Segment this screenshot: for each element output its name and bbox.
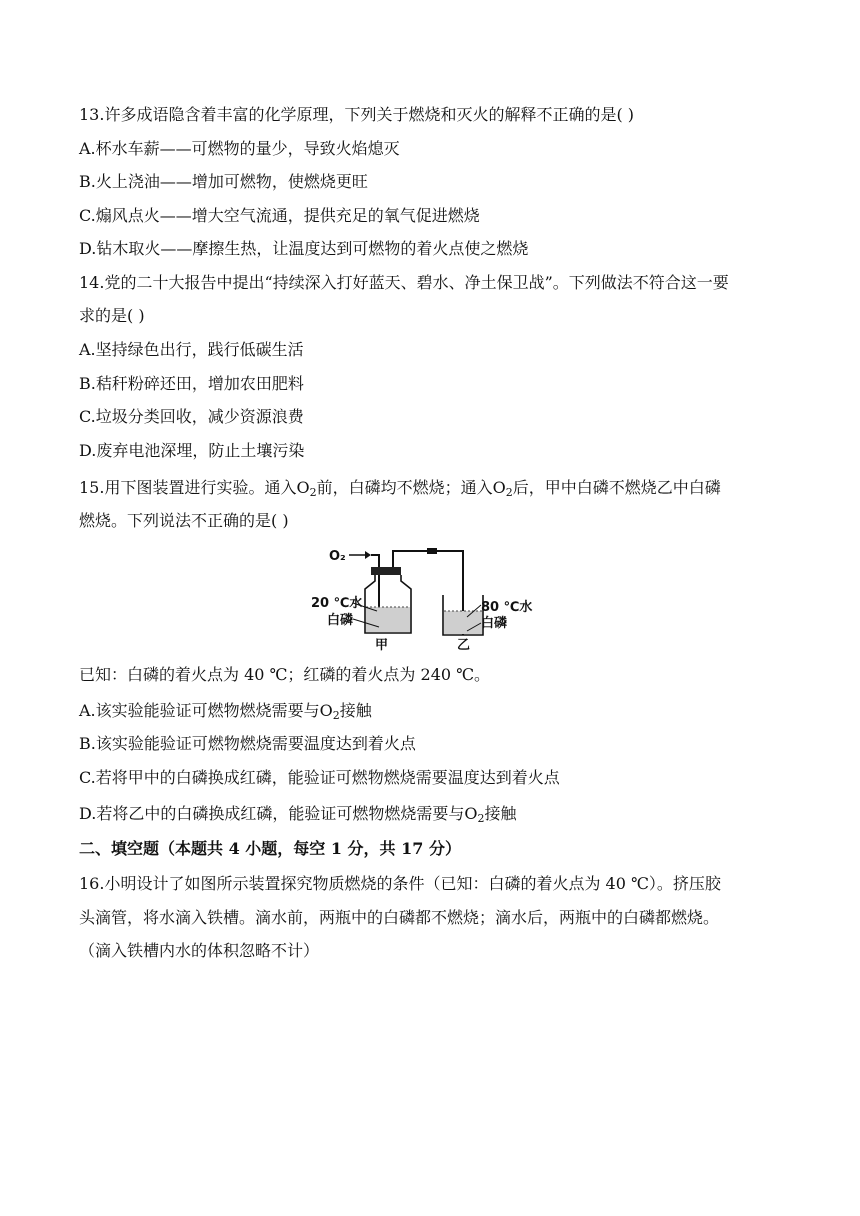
q15-option-b: B.该实验能验证可燃物燃烧需要温度达到着火点: [79, 734, 416, 753]
stopper: [371, 567, 401, 575]
q14-option-c: C.垃圾分类回收，减少资源浪费: [79, 407, 304, 426]
apparatus-diagram: [303, 541, 559, 653]
tube-connector: [427, 548, 437, 554]
q13-option-d: D.钻木取火——摩擦生热，让温度达到可燃物的着火点使之燃烧: [79, 239, 529, 258]
q15-known: 已知：白磷的着火点为 40 ℃；红磷的着火点为 240 ℃。: [79, 665, 491, 684]
q15-option-d: D.若将乙中的白磷换成红磷，能验证可燃物燃烧需要与$O_2$接触: [79, 804, 517, 825]
arrow-head-icon: [365, 551, 371, 559]
water-label-right: 80 ℃水: [481, 600, 533, 615]
section-heading: 二、填空题（本题共 4 小题，每空 1 分，共 17 分）: [79, 839, 461, 858]
q15-option-c: C.若将甲中的白磷换成红磷，能验证可燃物燃烧需要温度达到着火点: [79, 768, 560, 787]
water-jia: [366, 607, 410, 632]
q13-stem: 13.许多成语隐含着丰富的化学原理，下列关于燃烧和灭火的解释不正确的是( ): [79, 105, 635, 124]
phosphorus-label-right: 白磷: [481, 616, 508, 631]
q16-line2: 头滴管，将水滴入铁槽。滴水前，两瓶中的白磷都不燃烧；滴水后，两瓶中的白磷都燃烧。: [79, 908, 720, 927]
o2-label: O₂: [329, 549, 346, 564]
q15-option-a: A.该实验能验证可燃物燃烧需要与$O_2$接触: [79, 701, 372, 722]
q14-stem-line1: 14.党的二十大报告中提出“持续深入打好蓝天、碧水、净土保卫战”。下列做法不符合这一要: [79, 273, 729, 292]
q14-stem-line2: 求的是( ): [79, 306, 145, 325]
q15-stem-line2: 燃烧。下列说法不正确的是( ): [79, 511, 289, 530]
q13-option-b: B.火上浇油——增加可燃物，使燃烧更旺: [79, 172, 368, 191]
q14-option-d: D.废弃电池深埋，防止土壤污染: [79, 441, 305, 460]
label-yi: 乙: [457, 638, 471, 653]
q15-stem-line1: 15.用下图装置进行实验。通入$O_2$前，白磷均不燃烧；通入$O_2$后，甲中白磷不燃烧乙中白磷: [79, 478, 721, 499]
q16-line3: （滴入铁槽内水的体积忽略不计）: [79, 941, 320, 960]
water-label-left: 20 ℃水: [311, 596, 363, 611]
label-jia: 甲: [375, 638, 389, 653]
q16-line1: 16.小明设计了如图所示装置探究物质燃烧的条件（已知：白磷的着火点为 40 ℃）。挤压胶: [79, 874, 721, 893]
q14-option-a: A.坚持绿色出行，践行低碳生活: [79, 340, 304, 359]
phosphorus-label-left: 白磷: [327, 613, 354, 628]
apparatus-figure: [303, 541, 559, 653]
q13-option-a: A.杯水车薪——可燃物的量少，导致火焰熄灭: [79, 139, 400, 158]
q13-option-c: C.煽风点火——增大空气流通，提供充足的氧气促进燃烧: [79, 206, 480, 225]
q14-option-b: B.秸秆粉碎还田，增加农田肥料: [79, 374, 304, 393]
water-yi: [444, 611, 482, 634]
